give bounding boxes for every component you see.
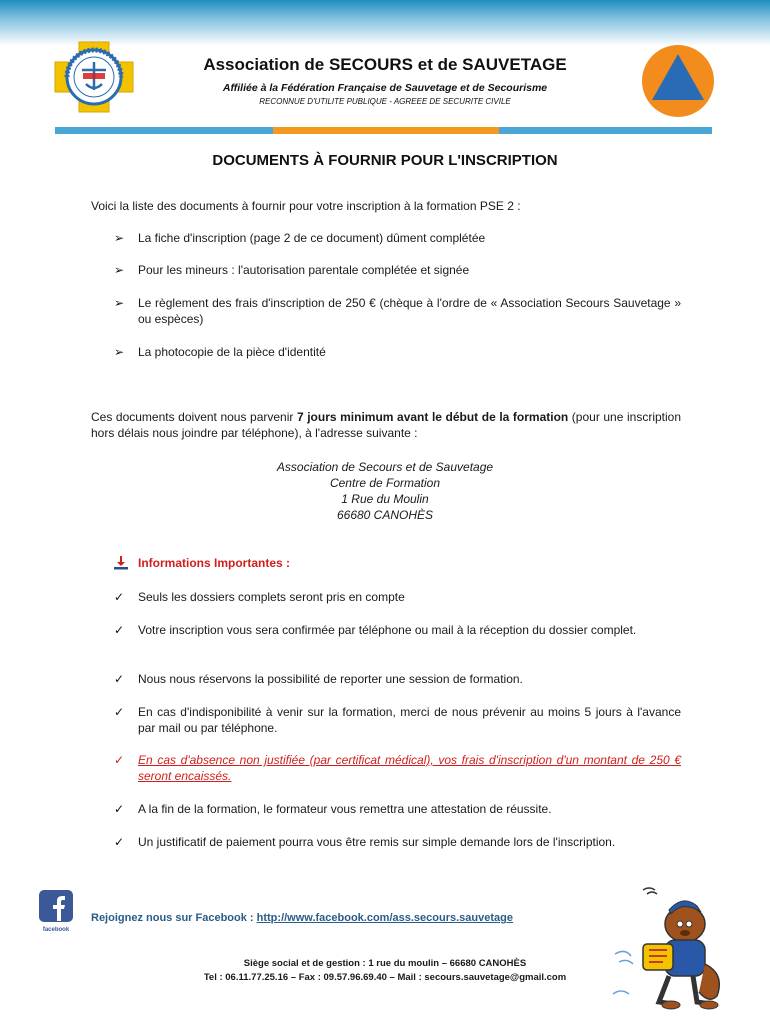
- intro-text: Voici la liste des documents à fournir pour votre inscription à la formation PSE 2 :: [91, 199, 521, 213]
- checkmark-icon: ✓: [114, 672, 125, 686]
- document-title: DOCUMENTS À FOURNIR POUR L'INSCRIPTION: [212, 152, 558, 169]
- checkmark-icon: ✓: [114, 753, 125, 767]
- arrow-bullet-icon: ➢: [114, 296, 125, 310]
- association-title: Association de SECOURS et de SAUVETAGE: [203, 55, 567, 74]
- association-recognition: RECONNUE D'UTILITE PUBLIQUE - AGREEE DE SECURITE CIVILE: [259, 97, 511, 106]
- facebook-line: Rejoignez nous sur Facebook : http://www.facebook.com/ass.secours.sauvetage: [91, 912, 513, 924]
- arrow-bullet-icon: ➢: [114, 345, 125, 359]
- facebook-icon[interactable]: [38, 889, 74, 933]
- deadline-emphasis: 7 jours minimum avant le début de la formation: [296, 410, 569, 424]
- header-band-blue-left: [55, 127, 273, 134]
- checkmark-icon: ✓: [114, 835, 125, 849]
- association-affiliation: Affiliée à la Fédération Française de Sauvetage et de Secourisme: [222, 82, 548, 94]
- checkmark-icon: ✓: [114, 802, 125, 816]
- down-arrow-bullet-icon: [114, 556, 130, 572]
- arrow-bullet-icon: ➢: [114, 231, 125, 245]
- svg-text:facebook: facebook: [42, 927, 70, 933]
- beaver-rescuer-mascot: [585, 884, 730, 1016]
- deadline-paragraph: Ces documents doivent nous parvenir 7 jours minimum avant le début de la formation (pour une inscription hors délais nous joindre par téléphone), à l'adresse suivante :: [91, 410, 682, 440]
- arrow-bullet-icon: ➢: [114, 263, 125, 277]
- footer-address: Siège social et de gestion : 1 rue du moulin – 66680 CANOHÈS: [243, 958, 527, 969]
- checkmark-icon: ✓: [114, 590, 125, 604]
- checkmark-icon: ✓: [114, 705, 125, 719]
- postal-address: Association de Secours et de Sauvetage Centre de Formation 1 Rue du Moulin 66680 CANOHÈS: [276, 460, 494, 522]
- checkmark-icon: ✓: [114, 623, 125, 637]
- header-band-orange: [273, 127, 499, 134]
- footer-contact: Tel : 06.11.77.25.16 – Fax : 09.57.96.69.40 – Mail : secours.sauvetage@gmail.com: [203, 972, 567, 983]
- facebook-link[interactable]: http://www.facebook.com/ass.secours.sauvetage: [256, 912, 513, 924]
- header-band-blue-right: [499, 127, 712, 134]
